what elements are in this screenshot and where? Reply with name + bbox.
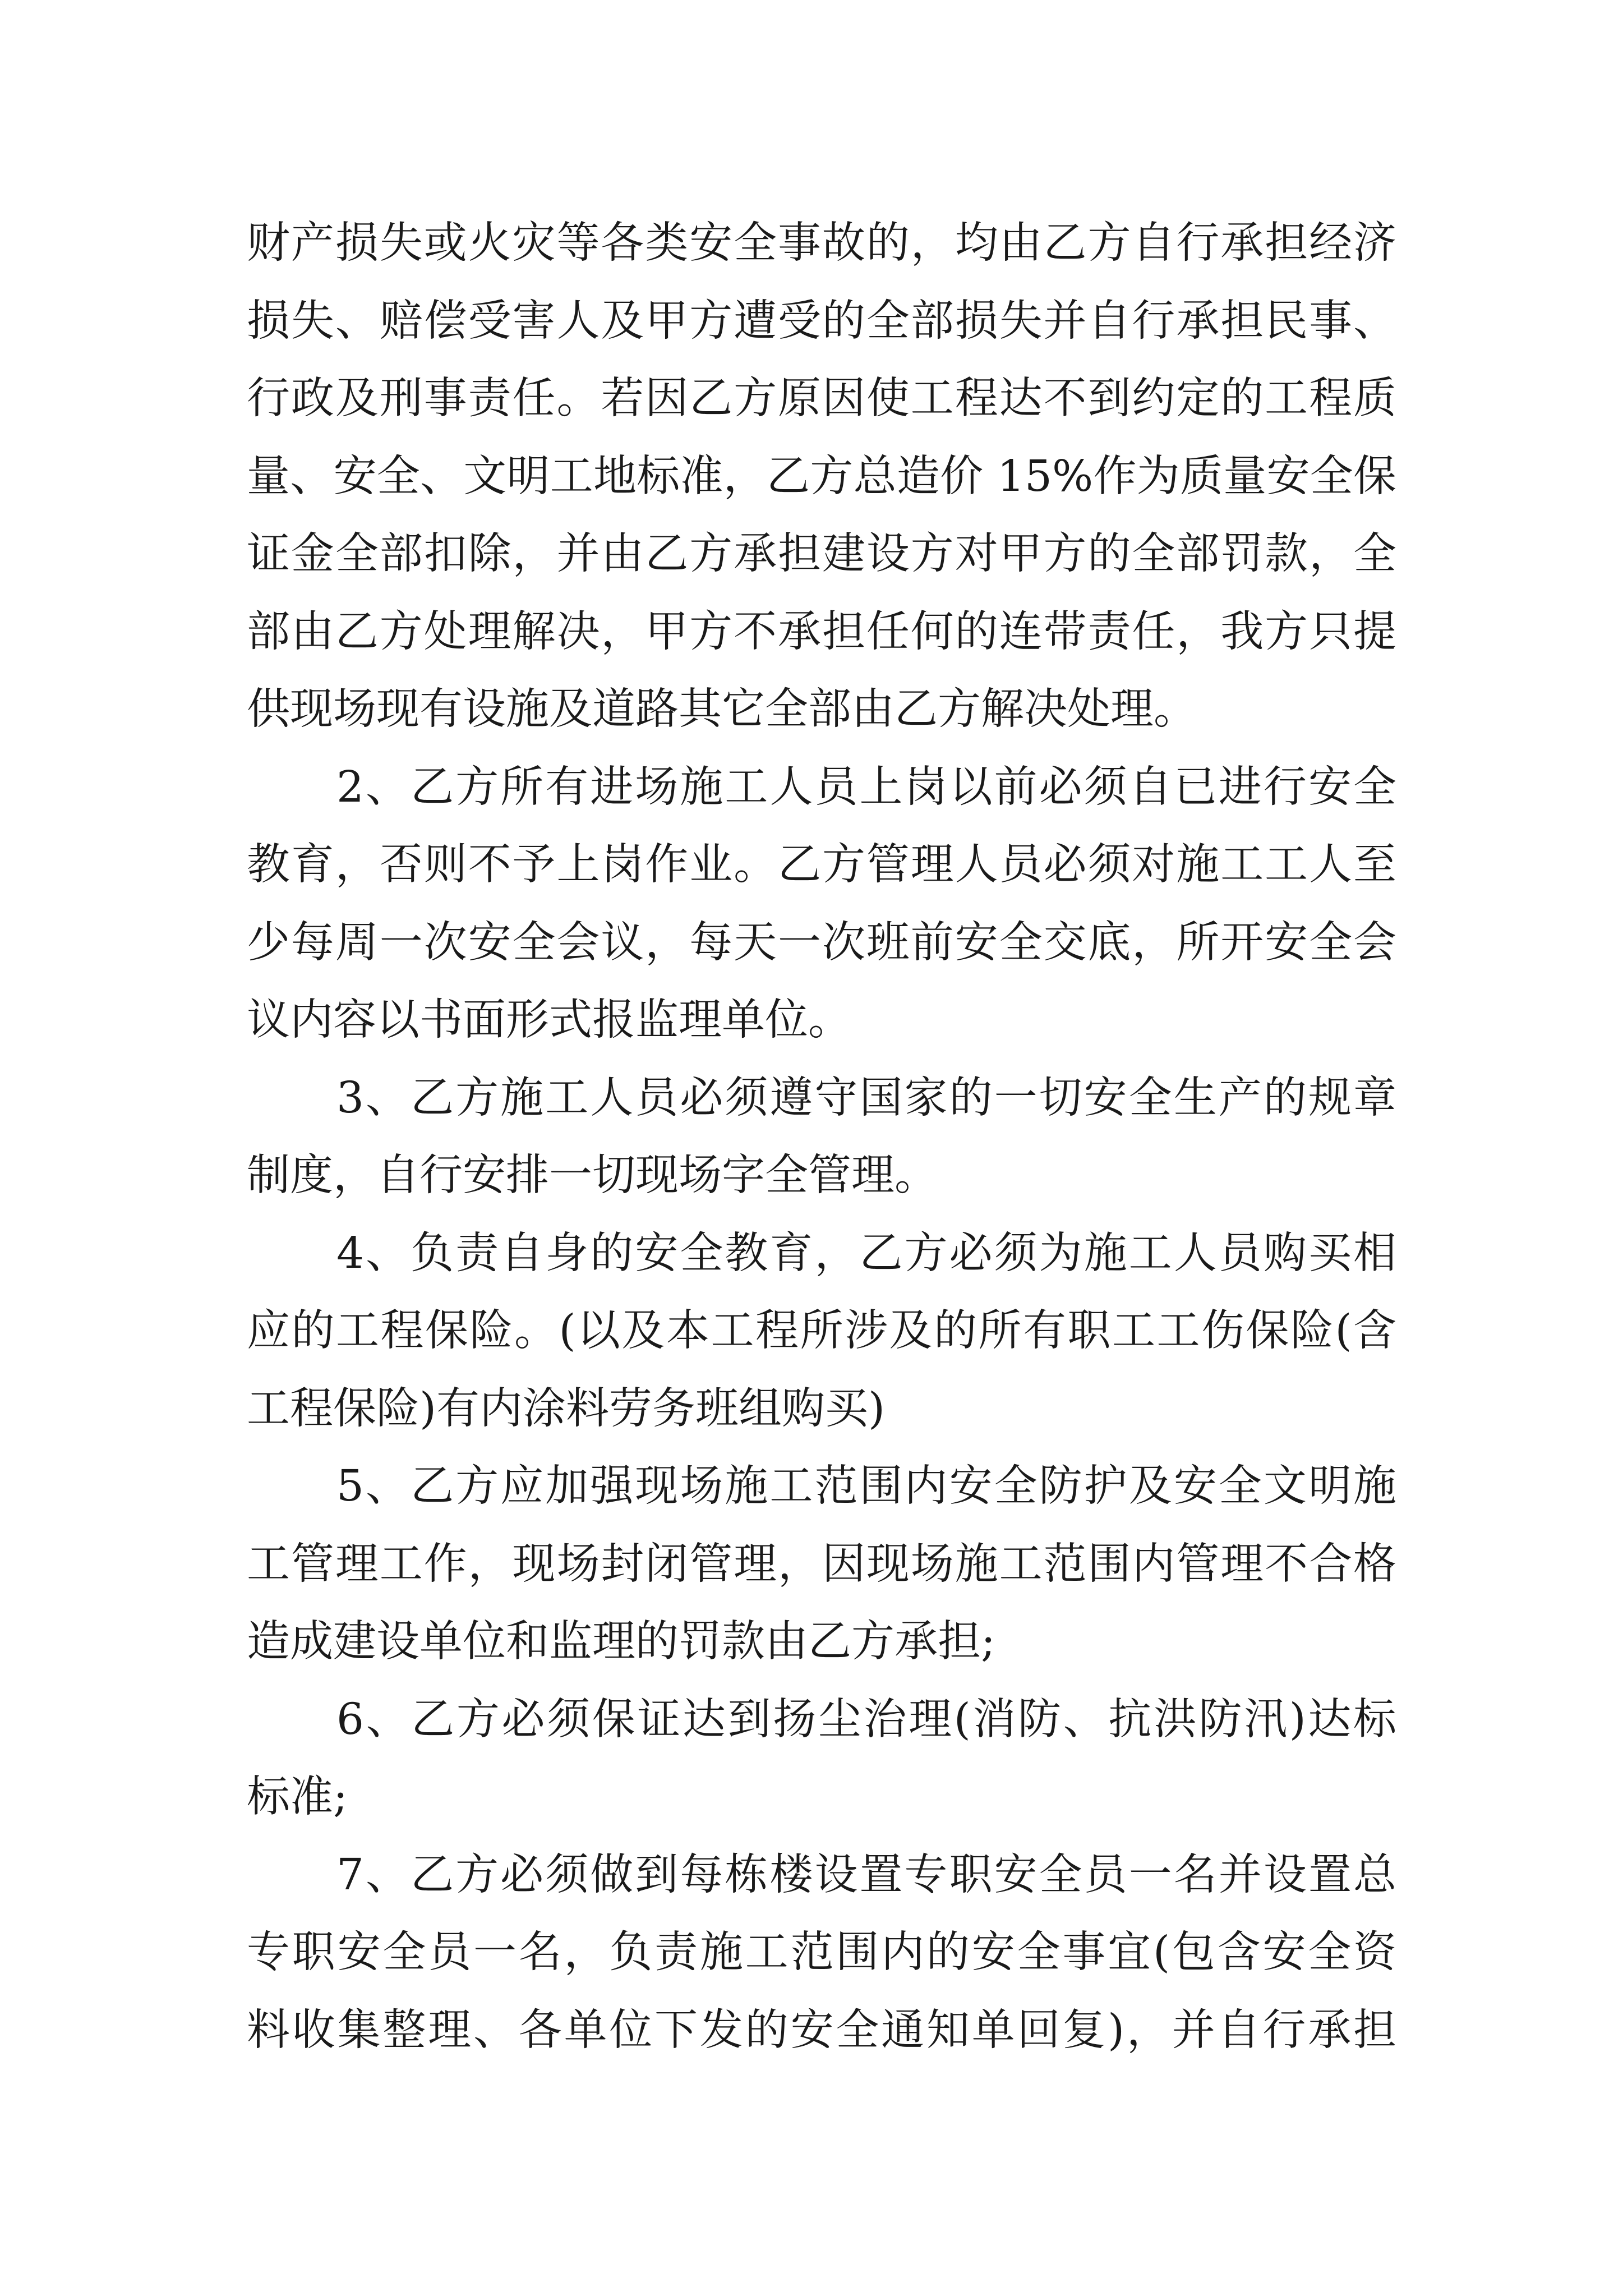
text-line: 专职安全员一名，负责施工范围内的安全事宜(包含安全资 — [247, 1927, 1396, 1977]
text-line: 标准; — [247, 1772, 348, 1822]
text-line: 少每周一次安全会议，每天一次班前安全交底，所开安全会 — [247, 917, 1396, 968]
text-line: 部由乙方处理解决，甲方不承担任何的连带责任，我方只提 — [247, 606, 1396, 657]
text-line: 制度，自行安排一切现场字全管理。 — [247, 1151, 938, 1200]
paragraph-start-line: 6、乙方必须保证达到扬尘治理(消防、抗洪防汛)达标 — [336, 1694, 1396, 1745]
text-line: 行政及刑事责任。若因乙方原因使工程达不到约定的工程质 — [247, 374, 1396, 424]
text-line: 工管理工作，现场封闭管理，因现场施工范围内管理不合格 — [247, 1539, 1396, 1589]
text-line: 供现场现有设施及道路其它全部由乙方解决处理。 — [247, 684, 1197, 734]
text-line: 工程保险)有内涂料劳务班组购买) — [247, 1383, 886, 1434]
paragraph-start-line: 3、乙方施工人员必须遵守国家的一切安全生产的规章 — [336, 1073, 1396, 1123]
text-line: 损失、赔偿受害人及甲方遭受的全部损失并自行承担民事、 — [247, 296, 1396, 346]
paragraph-start-line: 4、负责自身的安全教育，乙方必须为施工人员购买相 — [336, 1228, 1396, 1278]
text-line: 造成建设单位和监理的罚款由乙方承担; — [247, 1617, 995, 1667]
contract-text — [247, 205, 1396, 2069]
text-line: 议内容以书面形式报监理单位。 — [247, 995, 851, 1045]
text-line: 证金全部扣除，并由乙方承担建设方对甲方的全部罚款，全 — [247, 529, 1396, 579]
paragraph-start-line: 5、乙方应加强现场施工范围内安全防护及安全文明施 — [336, 1461, 1396, 1511]
text-line: 教育，否则不予上岗作业。乙方管理人员必须对施工工人至 — [247, 840, 1396, 890]
text-line: 财产损失或火灾等各类安全事故的，均由乙方自行承担经济 — [247, 218, 1396, 268]
text-line: 料收集整理、各单位下发的安全通知单回复)，并自行承担 — [247, 2005, 1396, 2055]
text-line: 应的工程保险。(以及本工程所涉及的所有职工工伤保险(含 — [247, 1306, 1396, 1356]
text-line: 量、安全、文明工地标准，乙方总造价 15%作为质量安全保 — [247, 451, 1396, 501]
paragraph-start-line: 7、乙方必须做到每栋楼设置专职安全员一名并设置总 — [336, 1849, 1396, 1900]
paragraph-start-line: 2、乙方所有进场施工人员上岗以前必须自已进行安全 — [336, 762, 1396, 812]
